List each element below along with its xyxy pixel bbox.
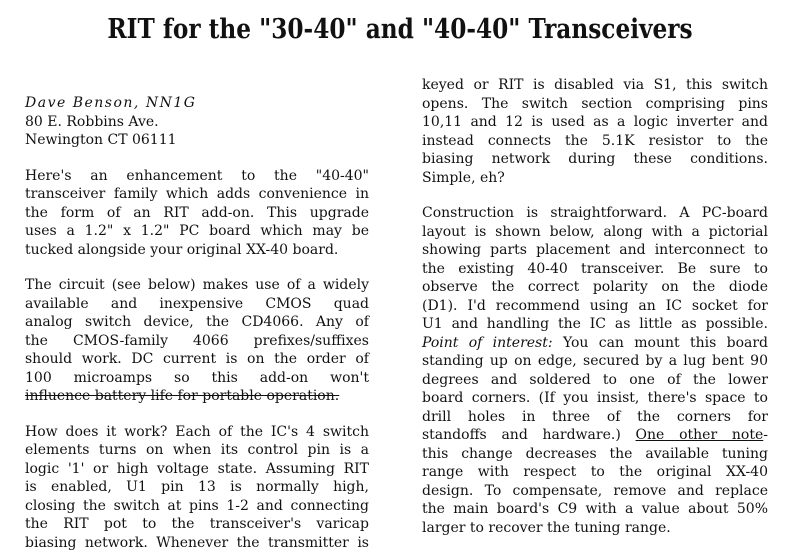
paragraph-construction	[422, 204, 768, 537]
text-line: design. To compensate, remove and replace	[422, 482, 768, 499]
point-of-interest-label: Point of interest:	[422, 334, 553, 351]
text-line: (D1). I'd recommend using an IC socket for	[422, 297, 768, 314]
text-line: the existing 40-40 transceiver. Be sure to	[422, 260, 768, 277]
text-line: this change decreases the available tuning	[422, 445, 768, 462]
text-line: instead connects the 5.1K resistor to the	[422, 132, 768, 149]
text-line: degrees and soldered to one of the lower	[422, 371, 768, 388]
text-line: Simple, eh?	[422, 169, 505, 186]
text-line: opens. The switch section comprising pins	[422, 95, 768, 112]
text-line: larger to recover the tuning range.	[422, 519, 671, 536]
text-line: the CMOS-family 4066 prefixes/suffixes	[25, 332, 369, 349]
other-note-group	[636, 427, 768, 443]
point-of-interest-line	[422, 334, 768, 353]
text-line: uses a 1.2" x 1.2" PC board which may be	[25, 223, 369, 239]
paragraph-switch	[422, 76, 768, 187]
other-note-dash: -	[763, 427, 768, 443]
text-line: board corners. (If you insist, there's space to	[422, 390, 768, 406]
text-line: analog switch device, the CD4066. Any of	[25, 314, 369, 330]
right-column	[422, 76, 768, 537]
text-line: the form of an RIT add-on. This upgrade	[25, 204, 369, 221]
text-line: The circuit (see below) makes use of a widely	[25, 277, 369, 293]
text-line: biasing network during these conditions.	[422, 151, 768, 167]
text-line: standing up on edge, secured by a lug bent 90	[422, 353, 768, 369]
text-line: influence battery life for portable operation.	[25, 388, 340, 404]
point-of-interest-text: You can mount this board	[562, 334, 768, 351]
paragraph-intro	[25, 167, 369, 260]
author-city: Newington CT 06111	[25, 132, 177, 148]
paragraph-circuit	[25, 276, 369, 406]
text-line: Construction is straightforward. A PC-board	[422, 205, 768, 221]
text-line: Here's an enhancement to the "40-40"	[25, 167, 369, 184]
text-line: keyed or RIT is disabled via S1, this switch	[422, 77, 768, 93]
text-line: transceiver family which adds convenience in	[25, 186, 369, 202]
standoffs-text: standoffs and hardware.)	[422, 427, 621, 443]
paragraph-how-it-works	[25, 423, 369, 553]
author-street: 80 E. Robbins Ave.	[25, 113, 159, 130]
other-note-line	[422, 426, 768, 445]
text-line: elements turns on when its control pin is a	[25, 442, 369, 458]
text-line: U1 and handling the IC as little as possible.	[422, 316, 768, 332]
text-line: How does it work? Each of the IC's 4 switch	[25, 423, 369, 440]
text-line: biasing network. Whenever the transmitter is	[25, 534, 369, 551]
text-line: should work. DC current is on the order of	[25, 351, 369, 367]
text-line: showing parts placement and interconnect to	[422, 242, 768, 258]
text-line: available and inexpensive CMOS quad	[25, 295, 369, 312]
text-line: the main board's C9 with a value about 50%	[422, 501, 768, 517]
text-line: closing the switch at pins 1-2 and connecting	[25, 497, 369, 514]
left-column	[25, 94, 369, 552]
text-line: logic '1' or high voltage state. Assuming RIT	[25, 460, 369, 477]
text-line: is enabled, U1 pin 13 is normally high,	[25, 479, 369, 495]
text-line: the RIT pot to the transceiver's varicap	[25, 516, 369, 532]
text-line: tucked alongside your original XX-40 board.	[25, 241, 339, 258]
article-title: RIT for the "30-40" and "40-40" Transceivers	[107, 14, 693, 45]
other-note-label: One other note	[635, 427, 764, 443]
text-line: 100 microamps so this add-on won't	[25, 369, 369, 386]
text-line: range with respect to the original XX-40	[422, 464, 768, 480]
author-name: Dave Benson, NN1G	[25, 95, 197, 111]
text-line: layout is shown below, along with a pictorial	[422, 223, 768, 240]
text-line: observe the correct polarity on the diode	[422, 279, 768, 295]
text-line: 10,11 and 12 is used as a logic inverter and	[422, 114, 768, 130]
text-line: drill holes in three of the corners for	[422, 408, 768, 425]
